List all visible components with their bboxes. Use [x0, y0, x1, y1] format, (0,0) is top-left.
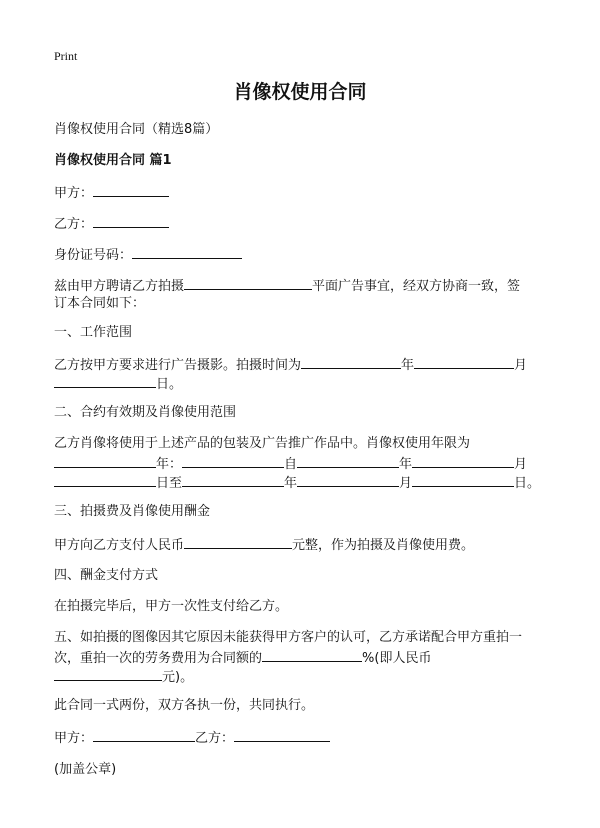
paragraph-6-line-3: [54, 667, 193, 687]
paragraph-1-line-1: [54, 276, 520, 296]
paragraph-4: [54, 535, 474, 555]
signature-line: [54, 728, 330, 748]
document-subtitle: 肖像权使用合同（精选8篇）: [54, 122, 219, 137]
start-year-label: 年: [399, 457, 413, 472]
ad-subject-blank: [184, 276, 312, 290]
paragraph-2-line-1: [54, 355, 527, 375]
end-month-blank: [297, 473, 399, 487]
paragraph-6-text-b: 次，重拍一次的劳务费用为合同额的: [54, 651, 263, 666]
paragraph-6-text-d: 元)。: [162, 670, 194, 685]
id-number-line: [54, 245, 242, 265]
party-a-blank: [93, 183, 169, 197]
paragraph-6-text-c: %(即人民币: [362, 651, 432, 666]
document-title: 肖像权使用合同: [233, 81, 367, 103]
paragraph-6-line-1: 五、如拍摄的图像因其它原因未能获得甲方客户的认可，乙方承诺配合甲方重拍一: [54, 630, 523, 645]
seal-note: (加盖公章): [54, 762, 117, 777]
paragraph-2-line-2: [54, 374, 182, 394]
shoot-month-blank: [414, 355, 514, 369]
sign-party-b-blank: [234, 728, 330, 742]
paragraph-5: 在拍摄完毕后，甲方一次性支付给乙方。: [54, 599, 289, 614]
section-heading: 肖像权使用合同 篇1: [54, 153, 172, 168]
party-b-blank: [93, 214, 169, 228]
term-year-label: 年：: [156, 457, 183, 472]
paragraph-6-line-2: [54, 648, 431, 668]
from-label: 自: [284, 457, 298, 472]
end-day-blank: [412, 473, 514, 487]
party-b-line: [54, 214, 169, 234]
day-to-label: 日至: [156, 476, 183, 491]
print-label: Print: [54, 49, 78, 63]
heading-3: 三、拍摄费及肖像使用酬金: [54, 504, 211, 519]
id-label: 身份证号码：: [54, 248, 133, 263]
start-month-blank: [412, 454, 514, 468]
month-label: 月: [514, 358, 528, 373]
term-years-blank: [54, 454, 156, 468]
heading-1: 一、工作范围: [54, 325, 133, 340]
party-a-label: 甲方：: [54, 186, 94, 201]
heading-2: 二、合约有效期及肖像使用范围: [54, 405, 237, 420]
paragraph-4-text-b: 元整，作为拍摄及肖像使用费。: [292, 538, 475, 553]
paragraph-4-text-a: 甲方向乙方支付人民币: [54, 538, 185, 553]
end-month-label: 月: [399, 476, 413, 491]
shoot-year-blank: [301, 355, 401, 369]
sign-party-b-label: 乙方：: [195, 731, 235, 746]
year-label: 年: [401, 358, 415, 373]
start-year-blank: [297, 454, 399, 468]
start-day-blank: [54, 473, 156, 487]
party-b-label: 乙方：: [54, 217, 94, 232]
sign-party-a-blank: [93, 728, 195, 742]
paragraph-1-text-b: 平面广告事宜，经双方协商一致，签: [312, 279, 521, 294]
sign-party-a-label: 甲方：: [54, 731, 94, 746]
reshoot-percent-blank: [262, 648, 362, 662]
paragraph-3-line-1: 乙方肖像将使用于上述产品的包装及广告推广作品中。肖像权使用年限为: [54, 436, 471, 451]
reshoot-amount-blank: [54, 667, 162, 681]
paragraph-3-line-2: [54, 454, 527, 474]
paragraph-1-text-a: 兹由甲方聘请乙方拍摄: [54, 279, 185, 294]
paragraph-1-line-2: 订本合同如下：: [54, 296, 146, 311]
day-label: 日。: [156, 377, 183, 392]
paragraph-3-line-3: [54, 473, 540, 493]
party-a-line: [54, 183, 169, 203]
end-year-blank: [182, 473, 284, 487]
start-date-blank: [182, 454, 284, 468]
heading-4: 四、酬金支付方式: [54, 568, 159, 583]
paragraph-2-text: 乙方按甲方要求进行广告摄影。拍摄时间为: [54, 358, 302, 373]
id-number-blank: [132, 245, 242, 259]
end-day-label: 日。: [514, 476, 541, 491]
shoot-day-blank: [54, 374, 156, 388]
start-month-label: 月: [514, 457, 528, 472]
fee-amount-blank: [184, 535, 292, 549]
paragraph-7: 此合同一式两份，双方各执一份，共同执行。: [54, 698, 315, 713]
end-year-label: 年: [284, 476, 298, 491]
